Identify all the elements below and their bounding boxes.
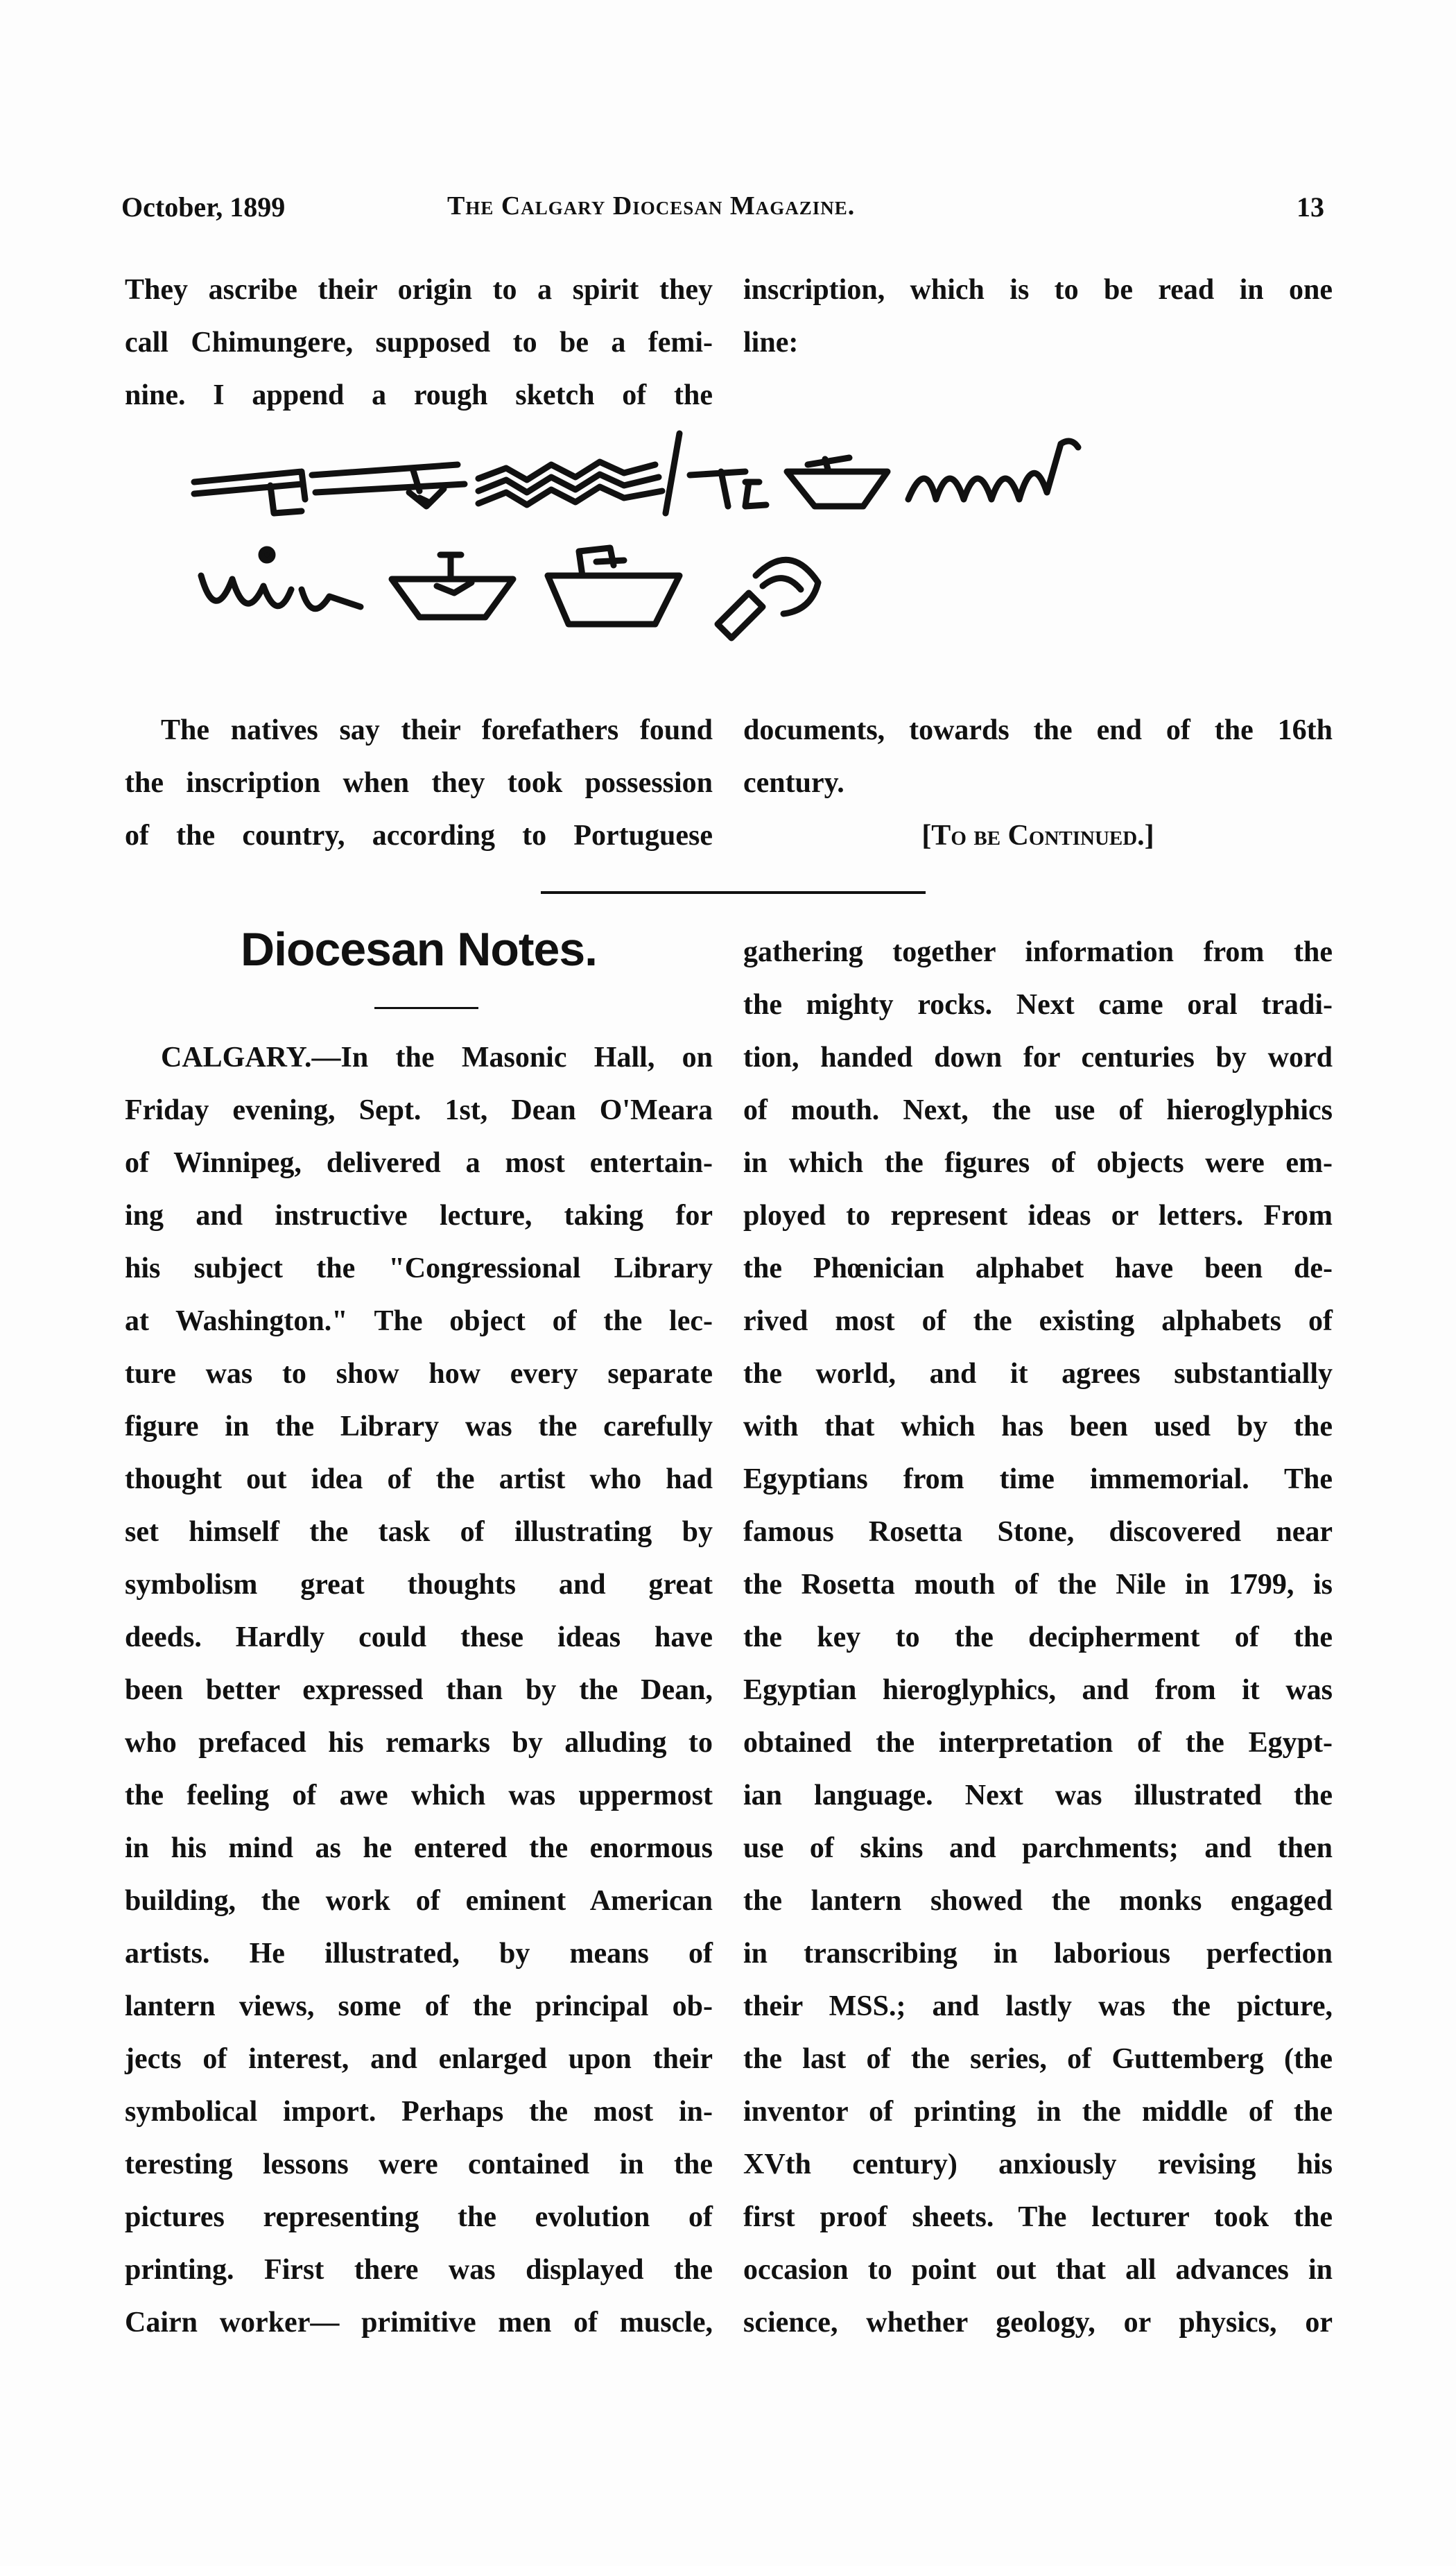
glyph-zigzag-lines <box>478 462 662 505</box>
text-line: the Phœnician alphabet have been de- <box>743 1252 1333 1284</box>
to-be-continued: [To be Continued.] <box>921 820 1154 852</box>
notes-right-column <box>743 926 1333 2349</box>
glyph-hammer <box>718 560 818 638</box>
text-line: documents, towards the end of the 16th <box>743 714 1333 746</box>
text-line: gathering together information from the <box>743 936 1333 968</box>
glyph-wave-script <box>201 549 361 609</box>
section-divider <box>541 891 926 894</box>
text-line: line: <box>743 327 799 359</box>
article-top-right-column <box>743 264 1333 369</box>
notes-left-column <box>125 1031 713 2349</box>
text-line: Cairn worker— primitive men of muscle, <box>125 2307 713 2339</box>
text-line: ture was to show how every separate <box>125 1358 713 1390</box>
text-line: the mighty rocks. Next came oral tradi- <box>743 989 1333 1021</box>
text-line: deeds. Hardly could these ideas have <box>125 1621 713 1653</box>
text-line: occasion to point out that all advances in <box>743 2254 1333 2286</box>
text-line: inscription, which is to be read in one <box>743 274 1333 306</box>
text-line: jects of interest, and enlarged upon their <box>125 2043 713 2075</box>
heading-rule <box>374 1007 478 1009</box>
article-top-left-column <box>125 264 713 422</box>
text-line: The natives say their forefathers found <box>161 714 713 746</box>
glyph-boat <box>787 458 887 506</box>
section-heading: Diocesan Notes. <box>240 923 598 976</box>
text-line: first proof sheets. The lecturer took the <box>743 2201 1333 2233</box>
glyph-boat <box>392 555 513 617</box>
text-line: thought out idea of the artist who had <box>125 1463 713 1495</box>
glyph-chevron <box>409 489 444 506</box>
text-line: the Rosetta mouth of the Nile in 1799, is <box>743 1569 1333 1601</box>
text-line: in his mind as he entered the enormous <box>125 1832 713 1864</box>
text-line: artists. He illustrated, by means of <box>125 1938 713 1970</box>
text-line: tion, handed down for centuries by word <box>743 1042 1333 1074</box>
text-line: pictures representing the evolution of <box>125 2201 713 2233</box>
text-line: the inscription when they took possession <box>125 767 713 799</box>
text-line: CALGARY.—In the Masonic Hall, on <box>161 1042 713 1074</box>
text-line: of Winnipeg, delivered a most entertain- <box>125 1147 713 1179</box>
text-line: of the country, according to Portuguese <box>125 820 713 852</box>
glyph-slash-bar <box>666 433 766 513</box>
text-line: at Washington." The object of the lec- <box>125 1305 713 1337</box>
text-line: with that which has been used by the <box>743 1411 1333 1443</box>
text-line: rived most of the existing alphabets of <box>743 1305 1333 1337</box>
text-line: They ascribe their origin to a spirit they <box>125 274 713 306</box>
text-line: Egyptians from time immemorial. The <box>743 1463 1333 1495</box>
text-line: his subject the "Congressional Library <box>125 1252 713 1284</box>
text-line: symbolical import. Perhaps the most in- <box>125 2096 713 2128</box>
text-line: their MSS.; and lastly was the picture, <box>743 1990 1333 2022</box>
article-top-left-continued <box>125 704 713 862</box>
text-line: the last of the series, of Guttemberg (the <box>743 2043 1333 2075</box>
text-line: science, whether geology, or physics, or <box>743 2307 1333 2339</box>
text-line: of mouth. Next, the use of hieroglyphics <box>743 1094 1333 1126</box>
text-line: in transcribing in laborious perfection <box>743 1938 1333 1970</box>
text-line: Friday evening, Sept. 1st, Dean O'Meara <box>125 1094 713 1126</box>
text-line: the lantern showed the monks engaged <box>743 1885 1333 1917</box>
page-number: 13 <box>1297 191 1324 223</box>
text-line: the world, and it agrees substantially <box>743 1358 1333 1390</box>
text-line: famous Rosetta Stone, discovered near <box>743 1516 1333 1548</box>
text-line: ployed to represent ideas or letters. From <box>743 1200 1333 1232</box>
text-line: figure in the Library was the carefully <box>125 1411 713 1443</box>
text-line: who prefaced his remarks by alluding to <box>125 1727 713 1759</box>
inscription-sketch <box>180 416 1359 673</box>
text-line: teresting lessons were contained in the <box>125 2149 713 2180</box>
text-line: printing. First there was displayed the <box>125 2254 713 2286</box>
text-line: the feeling of awe which was uppermost <box>125 1780 713 1811</box>
text-line: in which the figures of objects were em- <box>743 1147 1333 1179</box>
text-line: obtained the interpretation of the Egypt- <box>743 1727 1333 1759</box>
text-line: use of skins and parchments; and then <box>743 1832 1333 1864</box>
text-line: set himself the task of illustrating by <box>125 1516 713 1548</box>
issue-date: October, 1899 <box>121 191 286 223</box>
text-line: ian language. Next was illustrated the <box>743 1780 1333 1811</box>
text-line: Egyptian hieroglyphics, and from it was <box>743 1674 1333 1706</box>
text-line: been better expressed than by the Dean, <box>125 1674 713 1706</box>
text-line: symbolism great thoughts and great <box>125 1569 713 1601</box>
text-line: nine. I append a rough sketch of the <box>125 379 713 411</box>
text-line: inventor of printing in the middle of the <box>743 2096 1333 2128</box>
text-line: call Chimungere, supposed to be a femi- <box>125 327 713 359</box>
glyph-wave <box>908 441 1078 499</box>
text-line: ing and instructive lecture, taking for <box>125 1200 713 1232</box>
text-line: the key to the decipherment of the <box>743 1621 1333 1653</box>
text-line: XVth century) anxiously revising his <box>743 2149 1333 2180</box>
text-line: building, the work of eminent American <box>125 1885 713 1917</box>
article-top-right-continued <box>743 704 1333 862</box>
glyph-boat-with-flag <box>548 548 679 624</box>
text-line: century. <box>743 767 844 799</box>
magazine-title: The Calgary Diocesan Magazine. <box>447 191 856 221</box>
text-line: lantern views, some of the principal ob- <box>125 1990 713 2022</box>
